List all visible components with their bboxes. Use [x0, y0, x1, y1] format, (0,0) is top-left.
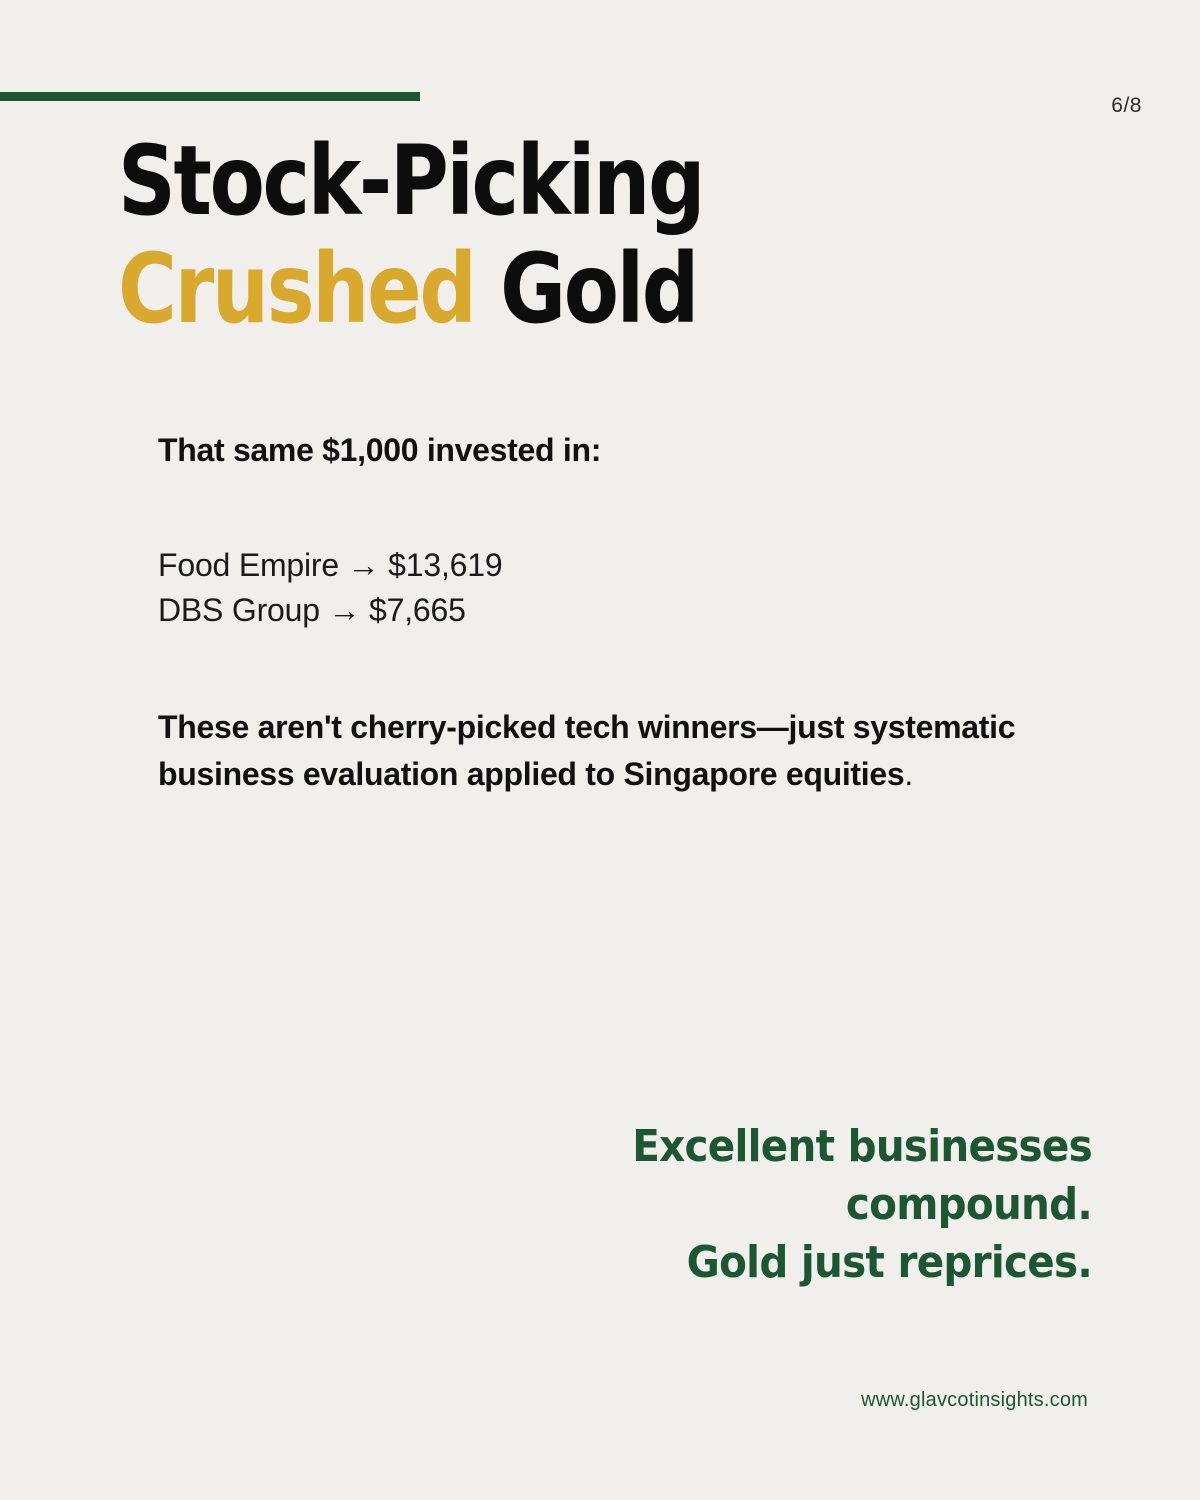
body-paragraph-main: These aren't cherry-picked tech winners—just systematic business evaluation applied to Singapore equities [158, 708, 1016, 793]
body-paragraph-tail: . [904, 756, 913, 793]
body-block [158, 432, 1098, 799]
footer-website-url: www.glavcotinsights.com [861, 1389, 1088, 1411]
pull-quote [393, 1118, 1092, 1292]
list-item: DBS Group → $7,665 [158, 592, 466, 629]
headline-line-1: Stock-Picking [118, 125, 704, 237]
headline-line-2-rest: Gold [500, 232, 697, 345]
body-paragraph [158, 704, 1058, 799]
pull-quote-line-1: Excellent businesses compound. [632, 1121, 1092, 1231]
accent-bar [0, 92, 420, 101]
list-item: Food Empire → $13,619 [158, 547, 503, 583]
pull-quote-line-2: Gold just reprices. [686, 1237, 1092, 1289]
headline-line-2 [118, 232, 1048, 345]
headline-highlight-word: Crushed [118, 232, 475, 345]
lead-text: That same $1,000 invested in: [158, 432, 602, 468]
page-title [118, 125, 1048, 345]
investment-list [158, 543, 1098, 634]
page-counter: 6/8 [1111, 94, 1142, 117]
